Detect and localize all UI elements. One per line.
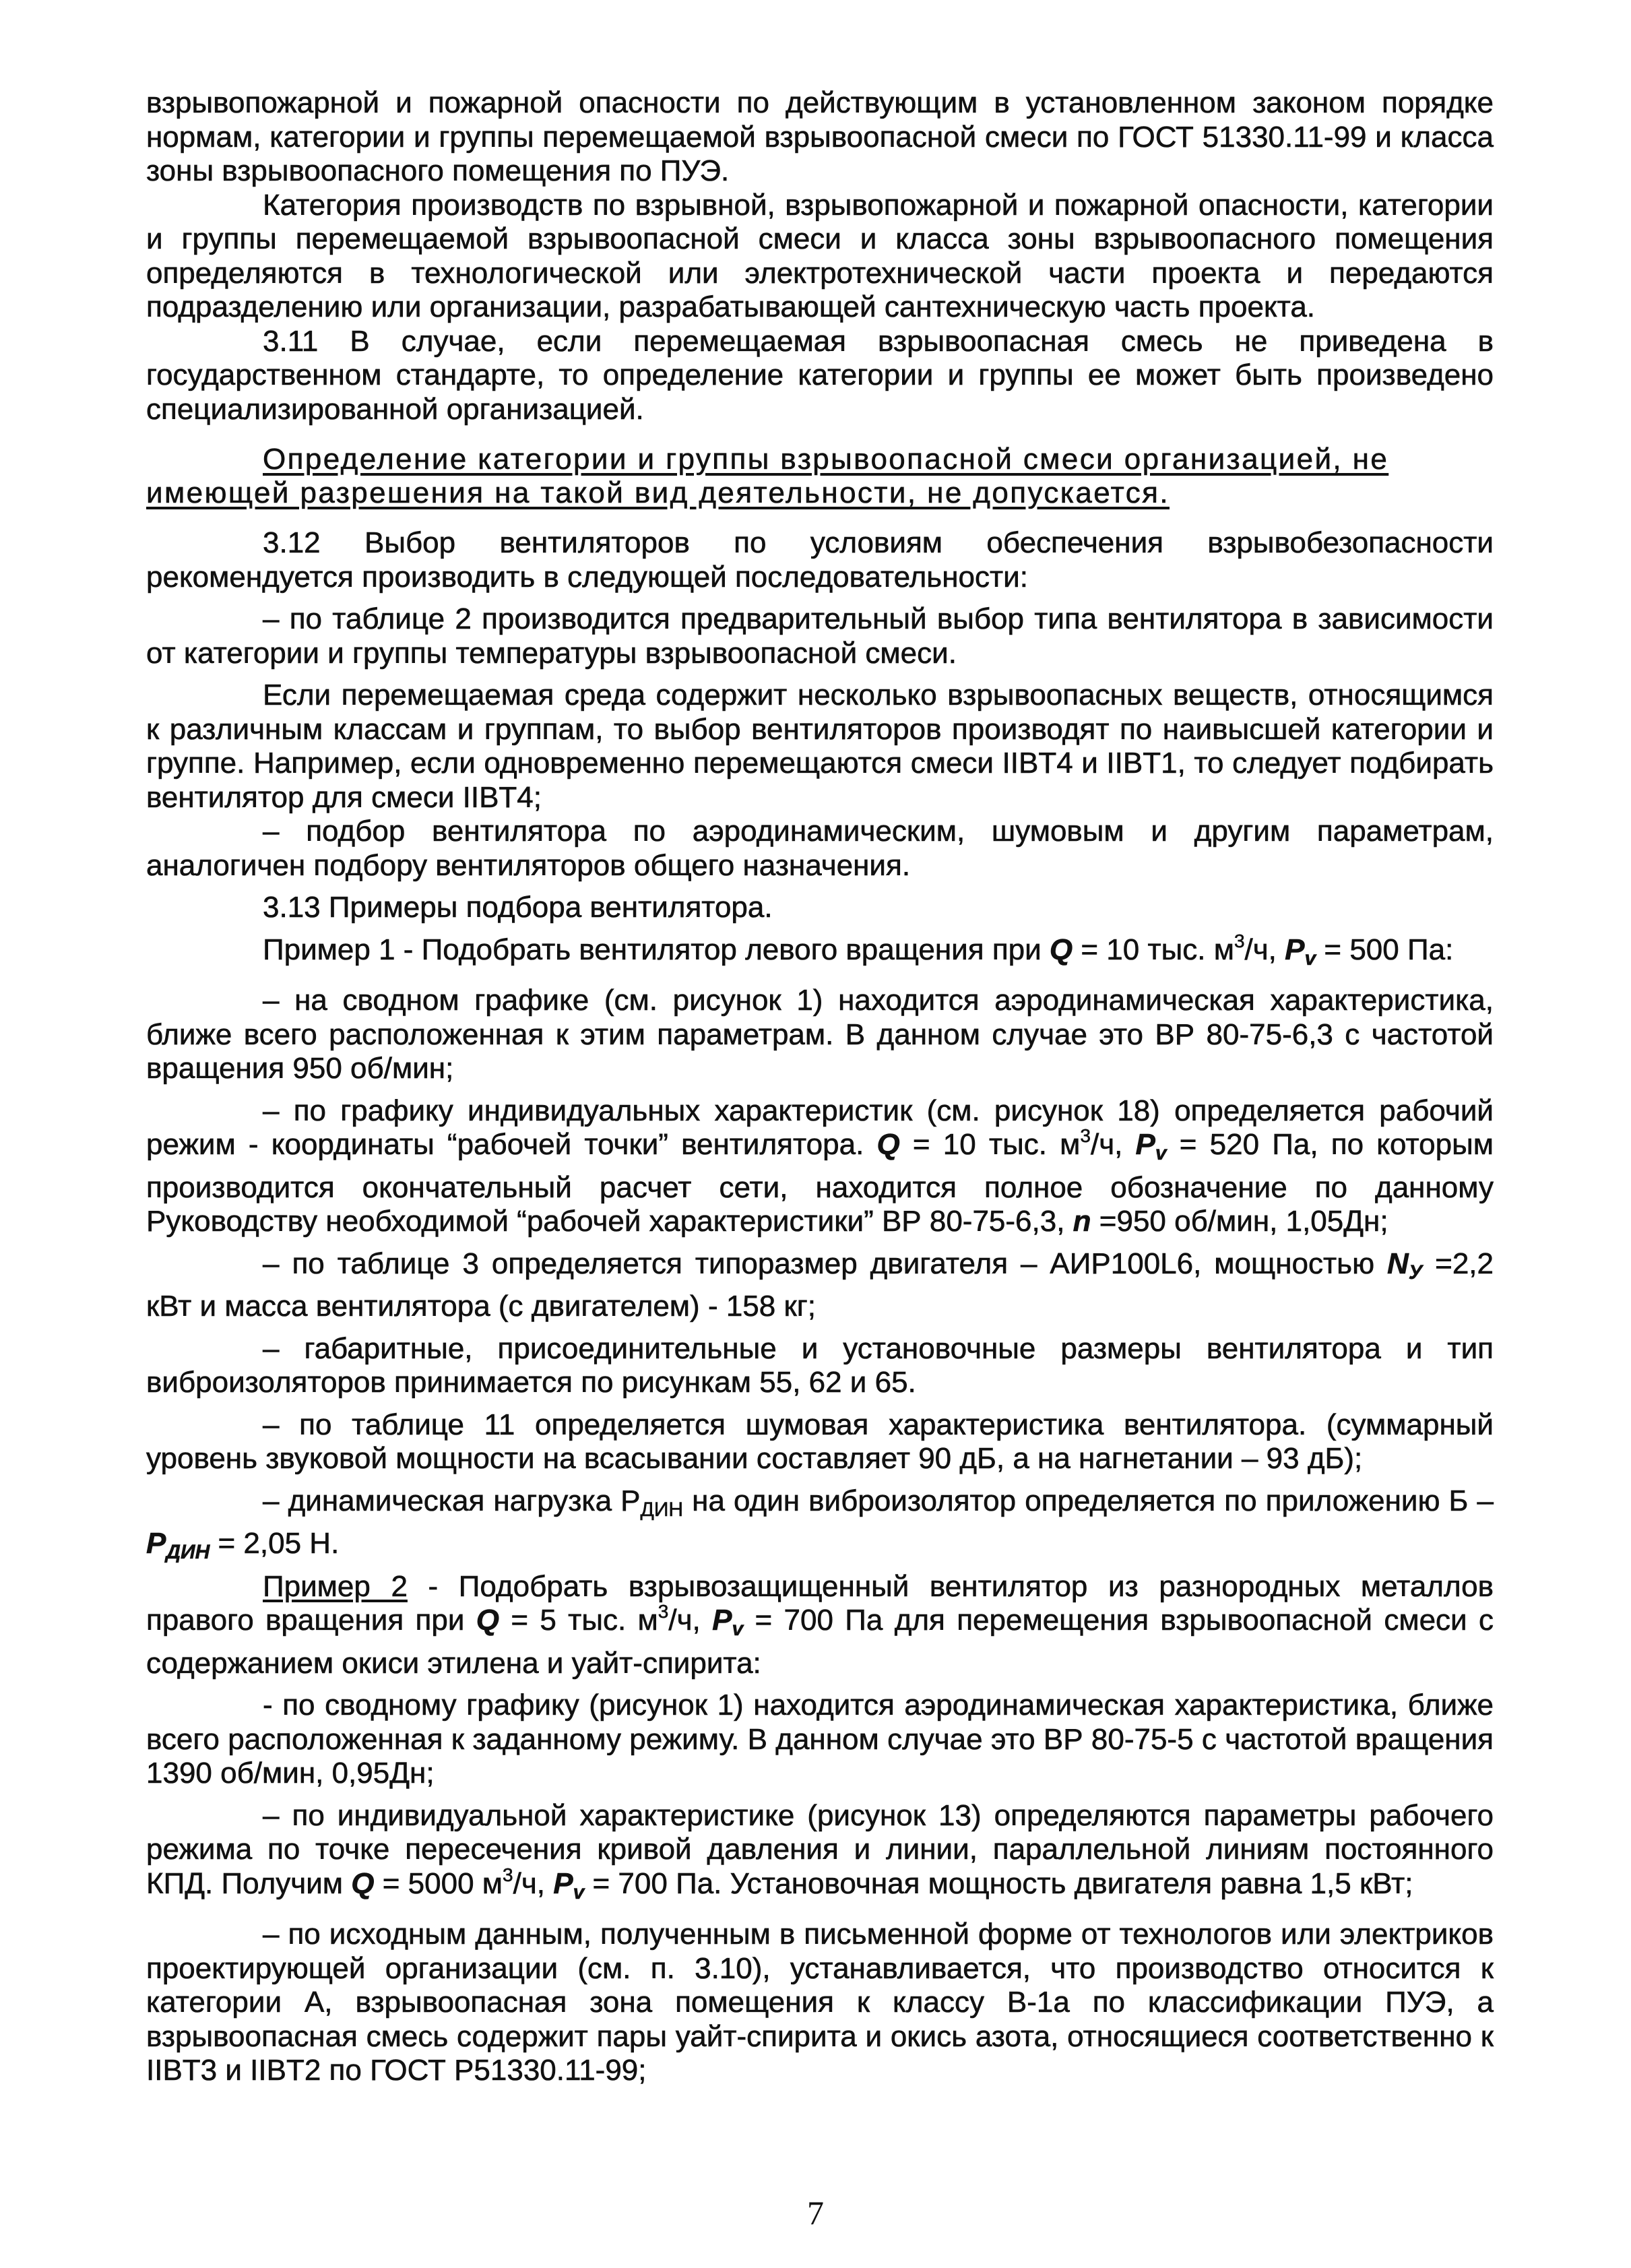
paragraph-multiple-substances: Если перемещаемая среда содержит несколько взрывоопасных веществ, относящимся к различным классам и группам, то выбор вентиляторов производят по наивысшей категории и группе. Например, если одновременно перемещаются смеси IIBT4 и IIBT1, то следует подбирать вентилятор для смеси IIBT4; [146,679,1494,814]
paragraph-aero-selection: – подбор вентилятора по аэродинамическим, шумовым и другим параметрам, аналогичен подбору вентиляторов общего назначения. [146,815,1494,882]
page-number: 7 [807,2194,824,2232]
example-1-step-dimensions: – габаритные, присоединительные и установочные размеры вентилятора и тип виброизоляторов принимается по рисункам 55, 62 и 65. [146,1331,1494,1399]
example-1-step-dynamic-load: – динамическая нагрузка РДИН на один виброизолятор определяется по приложению $Б - Р_{ДИН} = 2,05$ Н. [146,1484,1494,1563]
paragraph-2: Категория производств по взрывной, взрывопожарной и пожарной опасности, категории и группы перемещаемой взрывоопасной смеси и класса зоны взрывоопасного помещения определяются в технологической или электротехнической части проекта и передаются подразделению или организации, разрабатывающей сантехническую часть проекта. [146,188,1494,323]
example-2-step-individual-chart: – по индивидуальной характеристике (рисунок 13) определяются параметры рабочего режима по точке пересечения кривой давления и линии, параллельной линиям постоянного КПД. Получим Q = 5000 $м^3/ч$, $P_v = 700$ Па. Установочная мощность двигателя равна 1,5 кВт; [146,1798,1494,1903]
example-2-step-source-data: – по исходным данным, полученным в письменной форме от технологов или электриков проектирующей организации (см. п. 3.10), устанавливается, что производство относится к категории А, взрывоопасная зона помещения к классу В-1а по классификации ПУЭ, а взрывоопасная смесь содержит пары уайт-спирита и окись азота, относящиеся соответственно к IIBT3 и IIBT2 по ГОСТ Р51330.11-99; [146,1918,1494,2087]
paragraph-table2-selection: – по таблице 2 производится предварительный выбор типа вентилятора в зависимости от категории и группы температуры взрывоопасной смеси. [146,602,1494,670]
example-1-step-individual-chart: – по графику индивидуальных характеристик (см. рисунок 18) определяется рабочий режим - координаты “рабочей точки” вентилятора. Q = 10 тыс. $м^3/ч$, $P_v = 520$ Па, по которым производится окончательный расчет сети, находится полное обозначение по данному Руководству необходимой “рабочей характеристики” ВР 80-75-6,3, n =950 об/мин, 1,05Дн; [146,1094,1494,1238]
example-2-step-summary-chart: - по сводному графику (рисунок 1) находится аэродинамическая характеристика, ближе всего расположенная к заданному режиму. В данном случае это ВР 80-75-5 с частотой вращения 1390 об/мин, 0,95Дн; [146,1689,1494,1790]
example-1-step-motor: – по таблице 3 определяется типоразмер двигателя – АИР100L6, мощностью $N_У =2,2$ кВт и масса вентилятора (с двигателем) - 158 кг; [146,1247,1494,1323]
paragraph-3-13: 3.13 Примеры подбора вентилятора. [263,891,773,924]
example-1-heading: Пример 1 - Подобрать вентилятор левого вращения при Q = 10 тыс. $м^3/ч$, $P_v = 500$ Па: [263,930,1454,970]
paragraph-3-11: 3.11 В случае, если перемещаемая взрывоопасная смесь не приведена в государственном стандарте, то определение категории и группы ее может быть произведено специализированной организацией. [146,324,1494,426]
notice-underlined: Определение категории и группы взрывоопасной смеси организацией, не имеющей разрешения на такой вид деятельности, не допускается. [146,443,1389,509]
paragraph-3-12: 3.12 Выбор вентиляторов по условиям обеспечения взрывобезопасности рекомендуется производить в следующей последовательности: [146,526,1494,594]
paragraph-1: взрывопожарной и пожарной опасности по действующим в установленном законом порядке нормам, категории и группы перемещаемой взрывоопасной смеси по ГОСТ 51330.11-99 и класса зоны взрывоопасного помещения по ПУЭ. [146,86,1494,187]
example-1-step-noise: – по таблице 11 определяется шумовая характеристика вентилятора. (суммарный уровень звуковой мощности на всасывании составляет 90 дБ, а на нагнетании – 93 дБ); [146,1408,1494,1475]
example-2-heading: Пример 2 - Подобрать взрывозащищенный вентилятор из разнородных металлов правого вращения при Q = 5 тыс. $м^3/ч$, $P_v = 700$ Па для перемещения взрывоопасной смеси с содержанием окиси этилена и уайт-спирита: [146,1569,1494,1680]
document-page [146,86,1494,2088]
example-1-step-summary-chart: – на сводном графике (см. рисунок 1) находится аэродинамическая характеристика, ближе всего расположенная к этим параметрам. В данном случае это ВР 80-75-6,3 с частотой вращения 950 об/мин; [146,984,1494,1085]
